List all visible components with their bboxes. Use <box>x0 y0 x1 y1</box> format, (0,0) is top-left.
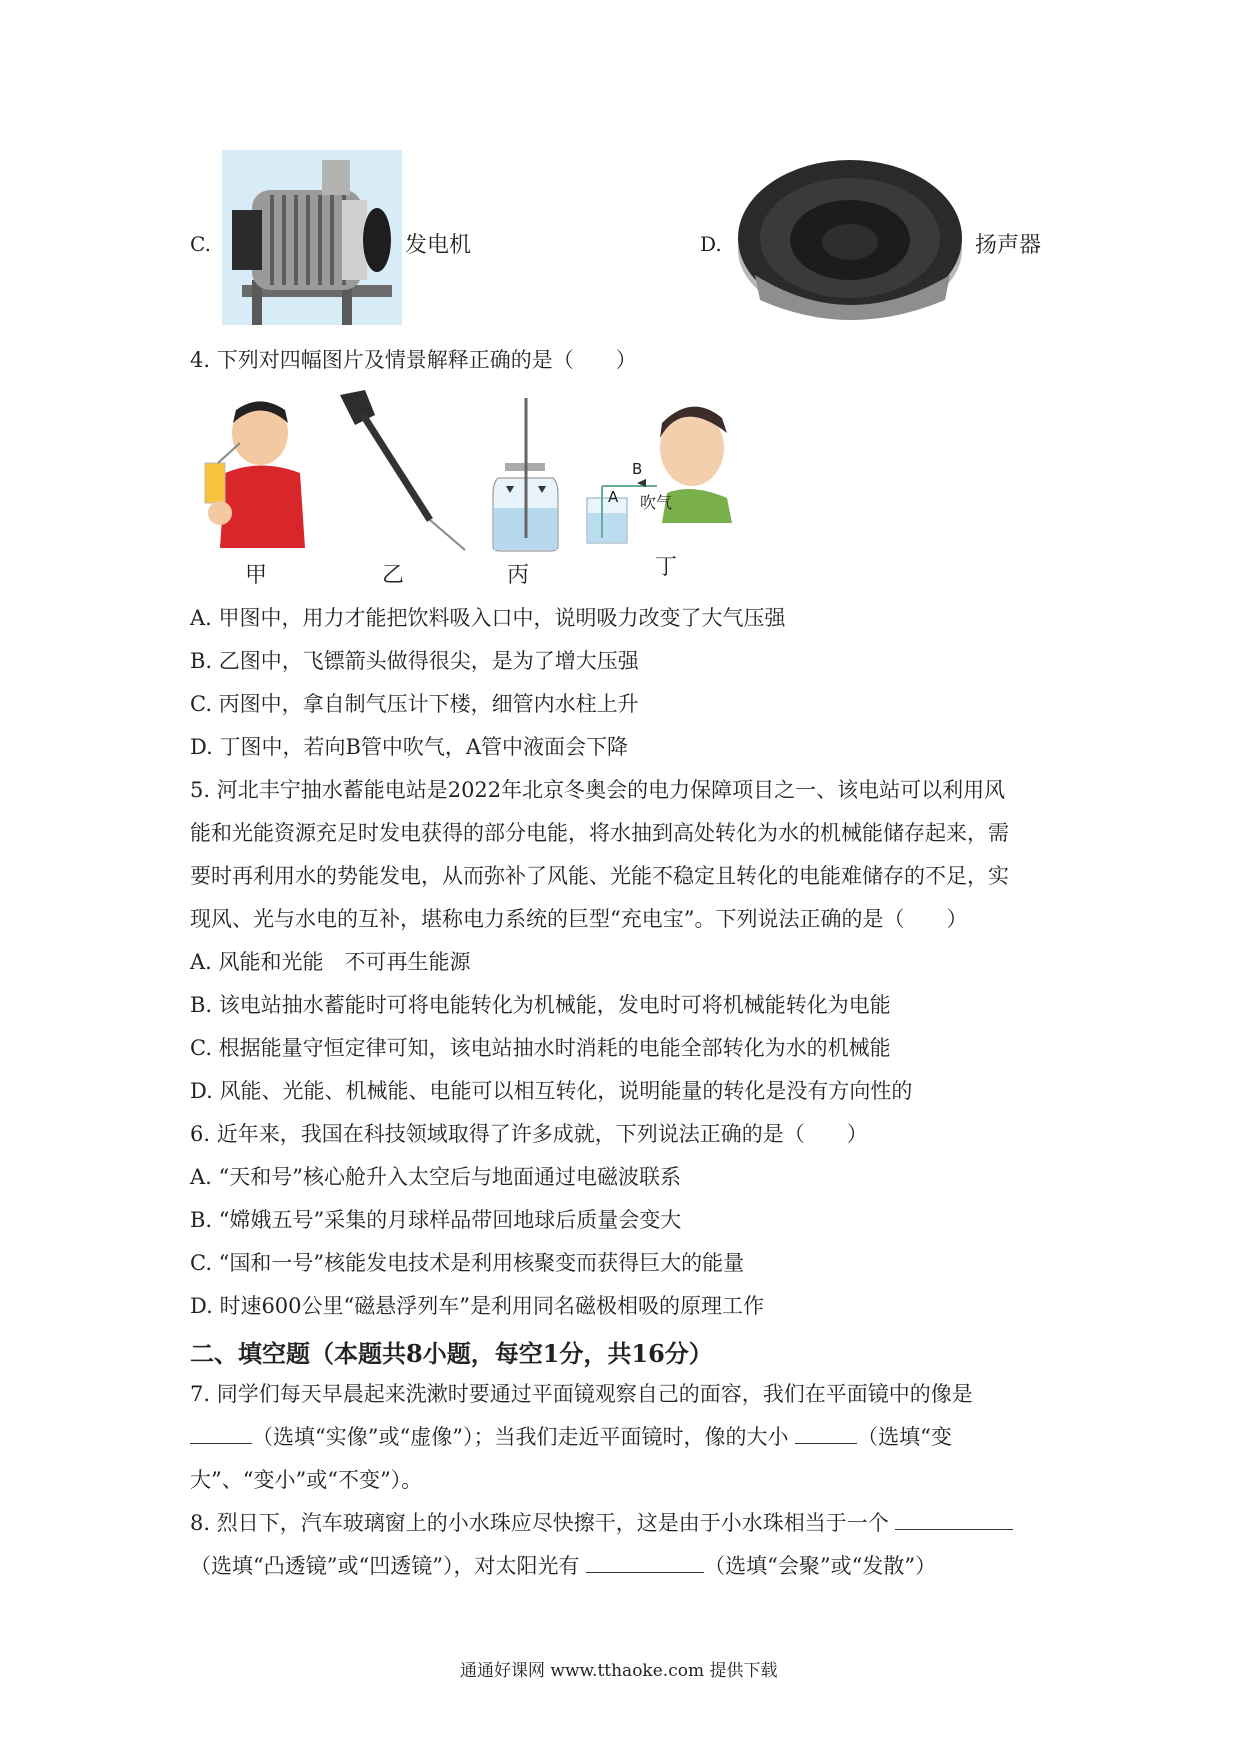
q5-option-c: C. 根据能量守恒定律可知，该电站抽水时消耗的电能全部转化为水的机械能 <box>190 1036 891 1060</box>
option-c-caption: 发电机 <box>405 233 472 258</box>
q7-line-2b: （选填“变 <box>857 1425 952 1449</box>
figure-label-ding: 丁 <box>655 555 678 580</box>
q8-blank-2[interactable] <box>586 1552 704 1573</box>
q8-line-2a: （选填“凸透镜”或“凹透镜”），对太阳光有 <box>190 1554 580 1578</box>
figure-label-bing: 丙 <box>507 563 530 588</box>
q5-option-a: A. 风能和光能 不可再生能源 <box>190 950 471 974</box>
section-2-title: 二、填空题（本题共8小题，每空1分，共16分） <box>190 1339 713 1368</box>
q6-option-a: A. “天和号”核心舱升入太空后与地面通过电磁波联系 <box>190 1165 681 1189</box>
q7-line-2 <box>190 1423 952 1451</box>
q5-stem-line-2: 能和光能资源充足时发电获得的部分电能，将水抽到高处转化为水的机械能储存起来，需 <box>190 821 1009 845</box>
q4-option-c: C. 丙图中，拿自制气压计下楼，细管内水柱上升 <box>190 692 639 716</box>
ding-label-b: B <box>632 460 643 478</box>
ding-label-blow: 吹气 <box>640 493 673 512</box>
option-d-label: D. <box>700 232 722 256</box>
option-c-label: C. <box>190 232 211 256</box>
q8-line-2b: （选填“会聚”或“发散”） <box>704 1554 937 1578</box>
q4-stem: 4. 下列对四幅图片及情景解释正确的是（ ） <box>190 348 637 372</box>
page-footer: 通通好课网 www.tthaoke.com 提供下载 <box>460 1661 778 1681</box>
speaker-image <box>735 150 970 325</box>
figure-yi-dart <box>335 390 475 555</box>
q4-option-d: D. 丁图中，若向B管中吹气，A管中液面会下降 <box>190 735 629 759</box>
figure-bing-barometer <box>488 398 563 553</box>
q8-blank-1[interactable] <box>895 1509 1013 1530</box>
figure-label-jia: 甲 <box>245 563 268 588</box>
q5-stem-line-4: 现风、光与水电的互补，堪称电力系统的巨型“充电宝”。下列说法正确的是（ ） <box>190 907 968 931</box>
generator-image <box>222 150 402 325</box>
q5-option-d: D. 风能、光能、机械能、电能可以相互转化，说明能量的转化是没有方向性的 <box>190 1079 913 1103</box>
q6-option-d: D. 时速600公里“磁悬浮列车”是利用同名磁极相吸的原理工作 <box>190 1294 764 1318</box>
q6-option-b: B. “嫦娥五号”采集的月球样品带回地球后质量会变大 <box>190 1208 682 1232</box>
figure-label-yi: 乙 <box>382 563 405 588</box>
q5-stem-line-1: 5. 河北丰宁抽水蓄能电站是2022年北京冬奥会的电力保障项目之一、该电站可以利用风 <box>190 778 1006 802</box>
ding-label-a: A <box>608 488 619 506</box>
q5-option-b: B. 该电站抽水蓄能时可将电能转化为机械能，发电时可将机械能转化为电能 <box>190 993 891 1017</box>
q6-stem: 6. 近年来，我国在科技领域取得了许多成就，下列说法正确的是（ ） <box>190 1122 868 1146</box>
q7-blank-1[interactable] <box>190 1423 252 1444</box>
figure-ding-blowing <box>582 398 742 548</box>
q8-line-1-text: 8. 烈日下，汽车玻璃窗上的小水珠应尽快擦干，这是由于小水珠相当于一个 <box>190 1511 889 1535</box>
q5-stem-line-3: 要时再利用水的势能发电，从而弥补了风能、光能不稳定且转化的电能难储存的不足，实 <box>190 864 1009 888</box>
option-d-caption: 扬声器 <box>975 233 1042 258</box>
q6-option-c: C. “国和一号”核能发电技术是利用核聚变而获得巨大的能量 <box>190 1251 745 1275</box>
q7-line-2a: （选填“实像”或“虚像”）；当我们走近平面镜时，像的大小 <box>252 1425 789 1449</box>
figure-jia-child-drinking <box>200 398 310 548</box>
q4-option-b: B. 乙图中，飞镖箭头做得很尖，是为了增大压强 <box>190 649 639 673</box>
q4-option-a: A. 甲图中，用力才能把饮料吸入口中，说明吸力改变了大气压强 <box>190 606 786 630</box>
q8-line-1 <box>190 1509 1013 1537</box>
q7-line-1: 7. 同学们每天早晨起来洗漱时要通过平面镜观察自己的面容，我们在平面镜中的像是 <box>190 1382 973 1406</box>
q8-line-2 <box>190 1552 936 1580</box>
q7-line-3: 大”、“变小”或“不变”）。 <box>190 1468 423 1492</box>
q7-blank-2[interactable] <box>795 1423 857 1444</box>
